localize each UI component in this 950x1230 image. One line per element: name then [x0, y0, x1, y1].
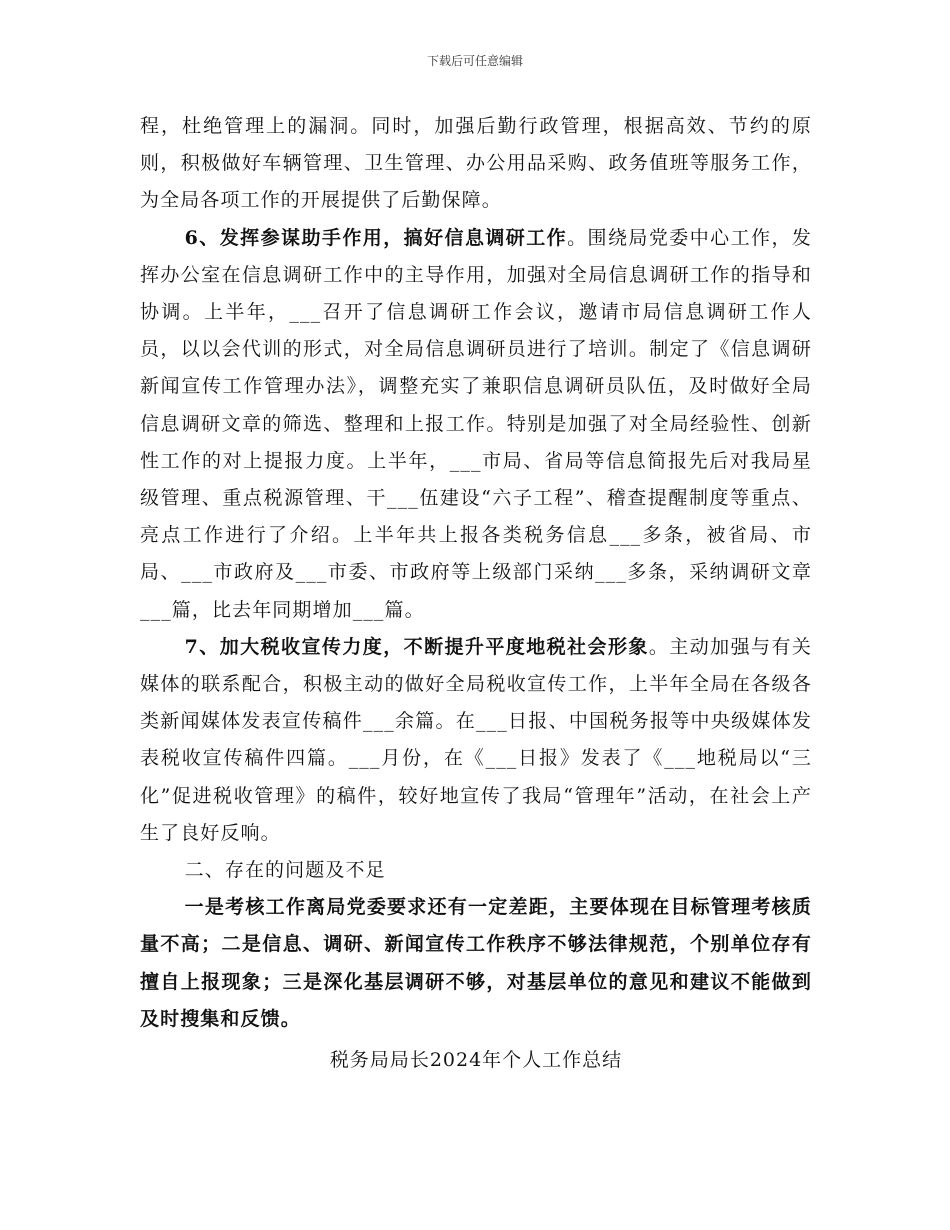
item-7-text: 。主动加强与有关媒体的联系配合，积极主动的做好全局税收宣传工作，上半年全局在各级各类新闻媒体发表宣传稿件___余篇。在___日报、中国税务报等中央级媒体发表税收宣传稿件四篇。___月份，在《___日报》发表了《___地税局以“三化”促进税收管理》的稿件，较好地宣传了我局“管理年”活动，在社会上产生了良好反响。 — [140, 635, 812, 844]
page-header-note: 下载后可任意编辑 — [426, 54, 523, 68]
item-7-heading: 7、加大税收宣传力度，不断提升平度地税社会形象 — [184, 635, 649, 658]
paragraph-tax-publicity — [140, 629, 812, 852]
paragraph-logistics: 程，杜绝管理上的漏洞。同时，加强后勤行政管理，根据高效、节约的原则，积极做好车辆管理、卫生管理、办公用品采购、政务值班等服务工作，为全局各项工作的开展提供了后勤保障。 — [140, 115, 812, 212]
item-6-text: 。围绕局党委中心工作，发挥办公室在信息调研工作中的主导作用，加强对全局信息调研工作的指导和协调。上半年，___召开了信息调研工作会议，邀请市局信息调研工作人员，以以会代训的形式，对全局信息调研员进行了培训。制定了《信息调研新闻宣传工作管理办法》，调整充实了兼职信息调研员队伍，及时做好全局信息调研文章的筛选、整理和上报工作。特别是加强了对全局经验性、创新性工作的对上提报力度。上半年，___市局、省局等信息简报先后对我局星级管理、重点税源管理、干___伍建设“六子工程”、稽查提醒制度等重点、亮点工作进行了介绍。上半年共上报各类税务信息___多条，被省局、市局、___市政府及___市委、市政府等上级部门采纳___多条，采纳调研文章___篇，比去年同期增加___篇。 — [140, 226, 813, 621]
paragraph-problems: 一是考核工作离局党委要求还有一定差距，主要体现在目标管理考核质量不高；二是信息、调研、新闻宣传工作秩序不够法律规范，个别单位存有擅自上报现象；三是深化基层调研不够，对基层单位的意见和建议不能做到及时搜集和反馈。 — [140, 896, 812, 1030]
item-6-heading: 6、发挥参谋助手作用，搞好信息调研工作 — [184, 226, 568, 249]
document-body — [140, 108, 812, 1079]
next-document-title: 税务局局长2024年个人工作总结 — [329, 1049, 623, 1072]
section-heading-problems: 二、存在的问题及不足 — [184, 859, 386, 882]
paragraph-information-research — [140, 220, 812, 629]
